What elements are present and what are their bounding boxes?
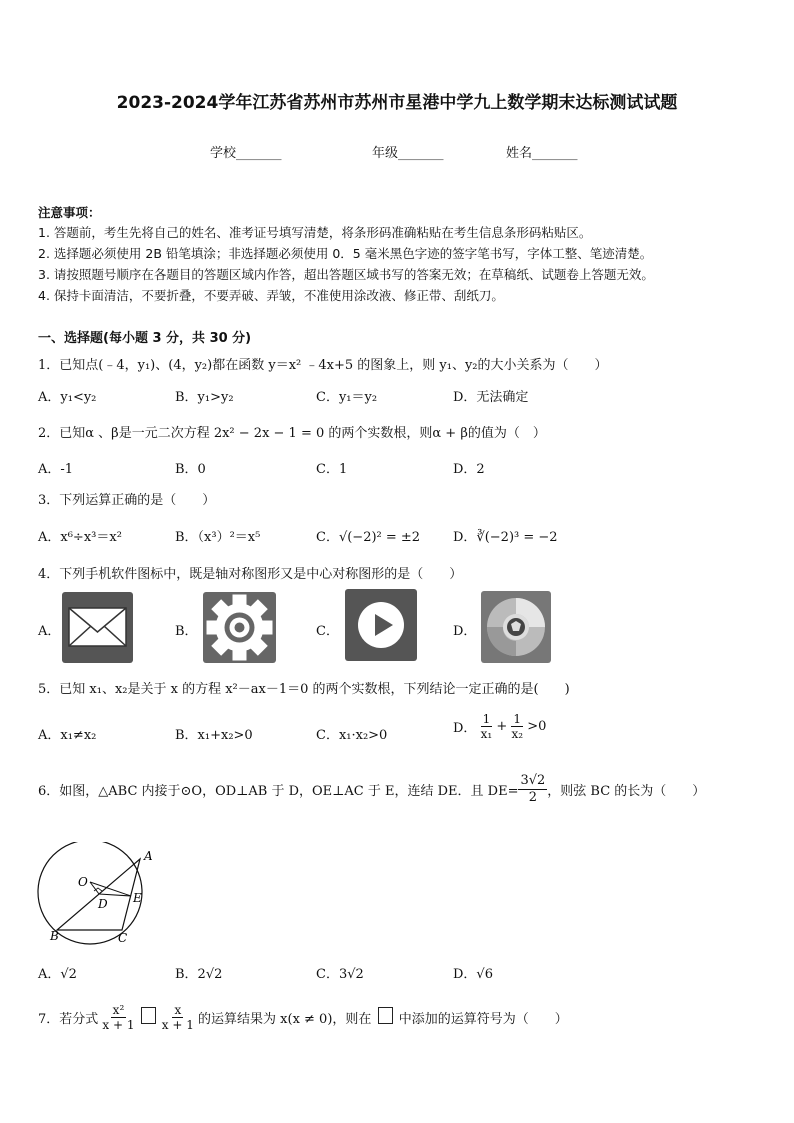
q1-option-b: B．y₁>y₂: [175, 390, 234, 405]
q4-label-b: B．: [175, 624, 198, 639]
q4-label-c: C．: [316, 624, 339, 639]
q6-option-a: A．√2: [38, 967, 77, 982]
notice-heading: 注意事项：: [38, 205, 101, 220]
section-heading: 一、选择题(每小题 3 分，共 30 分): [38, 331, 252, 346]
play-icon: [345, 589, 417, 661]
label-C: C: [118, 931, 128, 945]
q6-option-b: B．2√2: [175, 967, 223, 982]
q2-stem: 2．已知α 、β是一元二次方程 2x² − 2x − 1 = 0 的两个实数根，则α + β的值为（ ）: [38, 426, 546, 441]
q6-option-d: D．√6: [453, 967, 493, 982]
label-B: B: [50, 929, 59, 943]
notice-item-1: 1. 答题前，考生先将自己的姓名、准考证号填写清楚，将条形码准确粘贴在考生信息条形码粘贴区。: [38, 225, 592, 240]
blank-box-ref: [378, 1007, 393, 1024]
q1-option-c: C．y₁＝y₂: [316, 390, 378, 405]
school-field: 学校_______: [210, 146, 282, 161]
blank-box: [141, 1007, 156, 1024]
q5-stem: 5．已知 x₁、x₂是关于 x 的方程 x²－ax－1＝0 的两个实数根，下列结论一定正确的是( ): [38, 682, 570, 697]
q2-option-a: A．-1: [38, 462, 74, 477]
notice-item-4: 4. 保持卡面清洁，不要折叠，不要弄破、弄皱，不准使用涂改液、修正带、刮纸刀。: [38, 288, 504, 303]
envelope-icon: [62, 592, 133, 663]
q6-stem: 6．如图，△ABC 内接于⊙O，OD⊥AB 于 D，OE⊥AC 于 E，连结 DE．且 DE= $\frac{3√2}{2}$ ，则弦 BC 的长为（ ）: [38, 773, 706, 805]
q4-label-a: A．: [38, 624, 61, 639]
notice-item-2: 2. 选择题必须使用 2B 铅笔填涂；非选择题必须使用 0．5 毫米黑色字迹的签字笔书写，字体工整、笔迹清楚。: [38, 246, 653, 261]
q2-option-c: C．1: [316, 462, 348, 477]
gear-icon: [203, 592, 276, 663]
q7-stem: 7．若分式 $\frac{\text{x²}}{x + 1}$ $\frac{x}{x + 1}$ 的运算结果为 x(x ≠ 0)，则在 中添加的运算符号为（ ）: [38, 1003, 568, 1032]
q5-option-a: A．x₁≠x₂: [38, 728, 97, 743]
notice-item-3: 3. 请按照题号顺序在各题目的答题区域内作答，超出答题区域书写的答案无效；在草稿纸、试题卷上答题无效。: [38, 267, 654, 282]
q3-option-c: C．√(−2)² = ±2: [316, 530, 421, 545]
q4-stem: 4．下列手机软件图标中，既是轴对称图形又是中心对称图形的是（ ）: [38, 567, 463, 582]
q4-label-d: D．: [453, 624, 477, 639]
circle-figure: [30, 842, 160, 947]
q5-option-b: B．x₁+x₂>0: [175, 728, 253, 743]
name-field: 姓名_______: [506, 146, 578, 161]
q1-stem: 1．已知点(﹣4，y₁)、(4，y₂)都在函数 y＝x² ﹣4x+5 的图象上，则 y₁、y₂的大小关系为（ ）: [38, 358, 608, 373]
q3-option-a: A．x⁶÷x³＝x²: [38, 530, 122, 545]
grade-field: 年级_______: [372, 146, 444, 161]
label-D: D: [98, 897, 108, 911]
q1-option-a: A．y₁<y₂: [38, 390, 97, 405]
q2-option-d: D．2: [453, 462, 485, 477]
q1-option-d: D．无法确定: [453, 390, 529, 405]
browser-icon: [481, 591, 551, 663]
q5-option-d: D． $\frac{1}{\text{x₁}}$ + $\frac{1}{\text{x₂}}$ >0: [453, 712, 547, 741]
label-E: E: [133, 891, 142, 905]
label-O: O: [78, 875, 88, 889]
q6-option-c: C．3√2: [316, 967, 364, 982]
q2-option-b: B．0: [175, 462, 206, 477]
page-title: 2023-2024学年江苏省苏州市苏州市星港中学九上数学期末达标测试试题: [116, 93, 678, 113]
q3-option-d: D．∛(−2)³ = −2: [453, 530, 558, 545]
q3-stem: 3．下列运算正确的是（ ）: [38, 493, 216, 508]
q5-option-c: C．x₁·x₂>0: [316, 728, 388, 743]
label-A: A: [144, 849, 153, 863]
q3-option-b: B．（x³）²＝x⁵: [175, 530, 261, 545]
